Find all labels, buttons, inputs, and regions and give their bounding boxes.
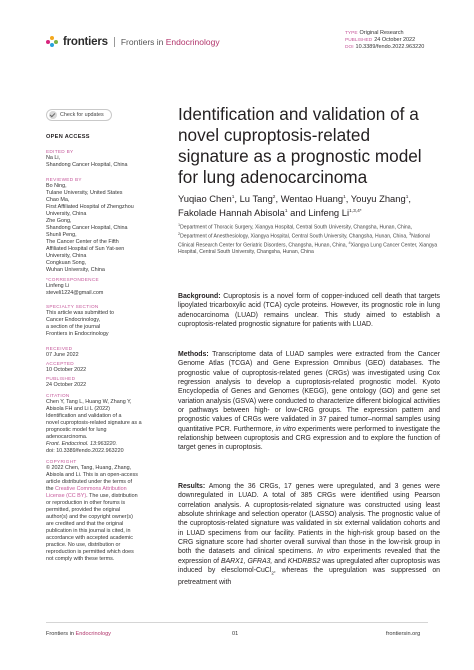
author: Fakolade Hannah Abisola [178,207,285,219]
received-block: RECEIVED 07 June 2022 [46,346,79,358]
authors-line-1: Yuqiao Chen$^1$, Lu Tang$^2$, Wentao Huang$^1$, Youyu Zhang$^1$, [178,193,411,205]
article-title: Identification and validation of a novel cuproptosis-related signature as a prognostic model for lung adenocarcinoma [178,104,422,187]
frontiers-logo[interactable] [46,36,220,48]
author: Yuqiao Chen [178,193,232,205]
accepted-block: ACCEPTED 10 October 2022 [46,361,87,373]
cc-license-link-2[interactable]: License (CC BY) [46,493,87,499]
frontiers-dots-icon [46,36,60,48]
check-icon [49,111,57,119]
reviewed-by-block: REVIEWED BY Bo Ning, Tulane University, United States Chao Ma, First Affiliated Hospital of Zhengzhou University, China Zhe Gong, Shandong Cancer Hospital, China Shunli Peng, The Cancer Center of the Fifth Affiliated Hospital of Sun Yat-sen University, China Congkuan Song, Wuhan University, China [46,177,134,273]
copyright-block: COPYRIGHT © 2022 Chen, Tang, Huang, Zhang, Abisola and Li. This is an open-access article distributed under the terms of the Creative Commons Attribution License (CC BY). The use, distribution or reproduction in other forums is permitted, provided the original author(s) and the copyright owner(s) are credited and that the original publication in this journal is cited, in accordance with accepted academic practice. No use, distribution or reproduction is permitted which does not comply with these terms. [46,459,138,562]
article-meta [345,30,424,52]
specialty-section-block: SPECIALTY SECTION This article was submitted to Cancer Endocrinology, a section of the journal Frontiers in Endocrinology [46,304,115,337]
journal-name: Frontiers in Endocrinology [120,37,220,47]
citation-block: CITATION Chen Y, Tang L, Huang W, Zhang Y, Abisola FH and Li L (2022) Identification and validation of a novel cuproptosis-related signature as a prognostic model for lung adenocarcinoma. Front. Endocrinol. 13:963220. doi: 10.3389/fendo.2022.963220 [46,393,142,454]
correspondence-email[interactable]: steveli1224@gmail.com [46,290,104,296]
abstract-methods: Methods: Transcriptome data of LUAD samples were extracted from the Cancer Genome Atlas (TCGA) and Gene Expression Omnibus (GEO) databases. The prognostic value of cuproptosis-related genes (CRGs) was investigated using Cox regression analysis to develop a cuproptosis-related prognostic model. Kyoto Encyclopedia of Genes and Genomes (KEGG), gene ontology (GO) and gene set variation analysis (GSVA) were conducted to characterize different biological activities or pathways between high- or low-CRG groups. The expression pattern and prognostic values of CRGs were validated in 37 paired tumor–normal samples using quantitative PCR. Furthermore, in vitro experiments were performed to investigate the relationship between cuproptosis and CRG expression and to explore the function of target genes in cuproptosis. [178,351,440,452]
open-access-label: OPEN ACCESS [46,134,90,140]
meta-type: TYPE Original Research [345,30,404,36]
abstract-background: Background: Cuproptosis is a novel form of copper-induced cell death that targets lipoylated tricarboxylic acid (TCA) cycle proteins. However, its prognostic role in lung adenocarcinoma (LUAD) remains unclear. This study aimed to establish a cuproptosis-related prognostic signature for patients with LUAD. [178,293,440,329]
published-block: PUBLISHED 24 October 2022 [46,376,87,388]
check-for-updates-button[interactable]: Check for updates [46,109,112,121]
affiliations: $^1$Department of Thoracic Surgery, Xiangya Hospital, Central South University, Changsha, Hunan, China, $^2$Department of Anesthesiology, Xiangya Hospital, Central South University, Changsha, Hunan, China, $^3$National Clinical Research Center for Geriatric Disorders, Changsha, Hunan, China, $^4$Xiangya Lung Cancer Center, Xiangya Hospital, Central South University, Changsha, Hunan, China [178,223,438,256]
footer-journal: Frontiers in Endocrinology [46,631,111,637]
page-number: 01 [232,631,239,637]
author-list [178,191,428,219]
footer-divider [46,622,428,623]
authors-line-2: Fakolade Hannah Abisola$^1$ and Linfeng $Li^{1,3,4*}$ [178,207,362,219]
correspondence-block: *CORRESPONDENCE Linfeng Li steveli1224@gmail.com [46,276,146,297]
brand-name: frontiers [63,36,108,48]
header-divider [114,37,115,47]
edited-by-block: EDITED BY Na Li, Shandong Cancer Hospital, China [46,149,128,168]
author: Youyu Zhang [350,193,406,205]
cc-license-link[interactable]: Creative Commons Attribution [55,486,127,492]
meta-published: PUBLISHED 24 October 2022 [345,37,416,44]
meta-doi: DOI 10.3389/fendo.2022.963220 [345,44,425,51]
footer-site-link[interactable]: frontiersin.org [386,631,421,637]
author: Wentao Huang [280,193,344,205]
author: Linfeng Li [308,207,350,219]
author: Lu Tang [239,193,273,205]
abstract-results: Results: Among the 36 CRGs, 17 genes were upregulated, and 3 genes were downregulated in LUAD. A total of 385 CRGs were identified using Pearson correlation analysis. A cuproptosis-related signature was constructed using least absolute shrinkage and selection operator (LASSO) analysis. The prognostic value of the cuproptosis-related signature was validated in six external validation cohorts and in LUAD specimens from our facility. Patients in the high-risk group based on the CRG signature score had shorter overall survival than those in the low-risk group in both the datasets and clinical specimens. In vitro experiments revealed that the expression of BARX1, GFRA3, and KHDRBS2 was upregulated after cuproptosis was induced by elesclomol-CuCl$_2$, whereas the upregulation was suppressed on pretreatment with [178,483,441,586]
